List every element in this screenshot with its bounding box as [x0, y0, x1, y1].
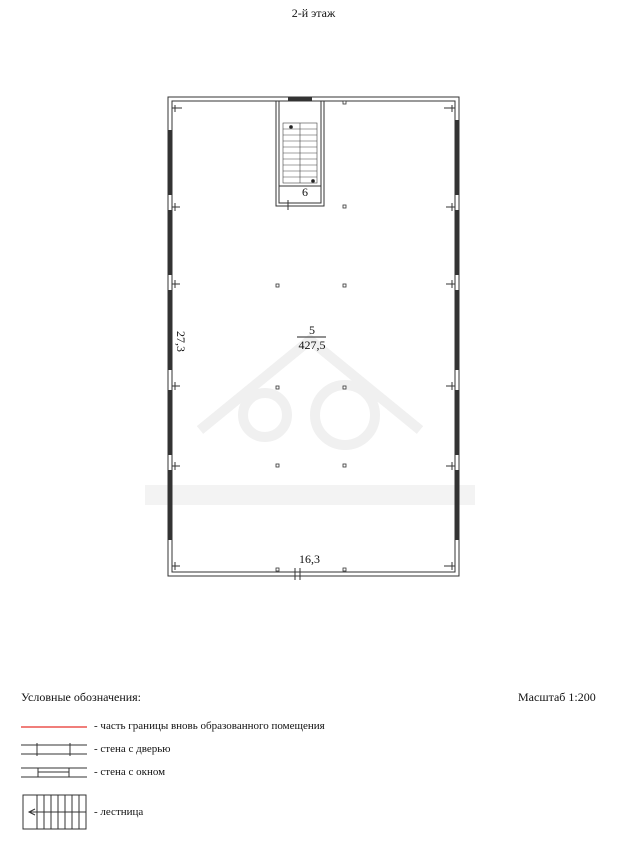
- floor-title: 2-й этаж: [291, 6, 336, 20]
- legend-wall-window-symbol: [21, 768, 87, 777]
- watermark: [145, 340, 475, 505]
- legend-label-stairs: - лестница: [94, 806, 144, 818]
- scale-label: Масштаб 1:200: [518, 690, 596, 704]
- height-dimension: 27,3: [174, 331, 188, 352]
- legend-label-wall-window: - стена с окном: [94, 766, 166, 778]
- legend-wall-door-symbol: [21, 743, 87, 756]
- legend-title: Условные обозначения:: [21, 690, 142, 704]
- legend-label-red-line: - часть границы вновь образованного помещения: [94, 720, 325, 732]
- stairs: [283, 123, 317, 183]
- room-area: 427,5: [298, 338, 326, 352]
- legend-label-wall-door: - стена с дверью: [94, 743, 171, 755]
- room-number: 5: [309, 323, 315, 337]
- width-dimension: 16,3: [299, 552, 320, 566]
- legend-stairs-symbol: [23, 795, 86, 829]
- stair-room-number: 6: [302, 185, 308, 199]
